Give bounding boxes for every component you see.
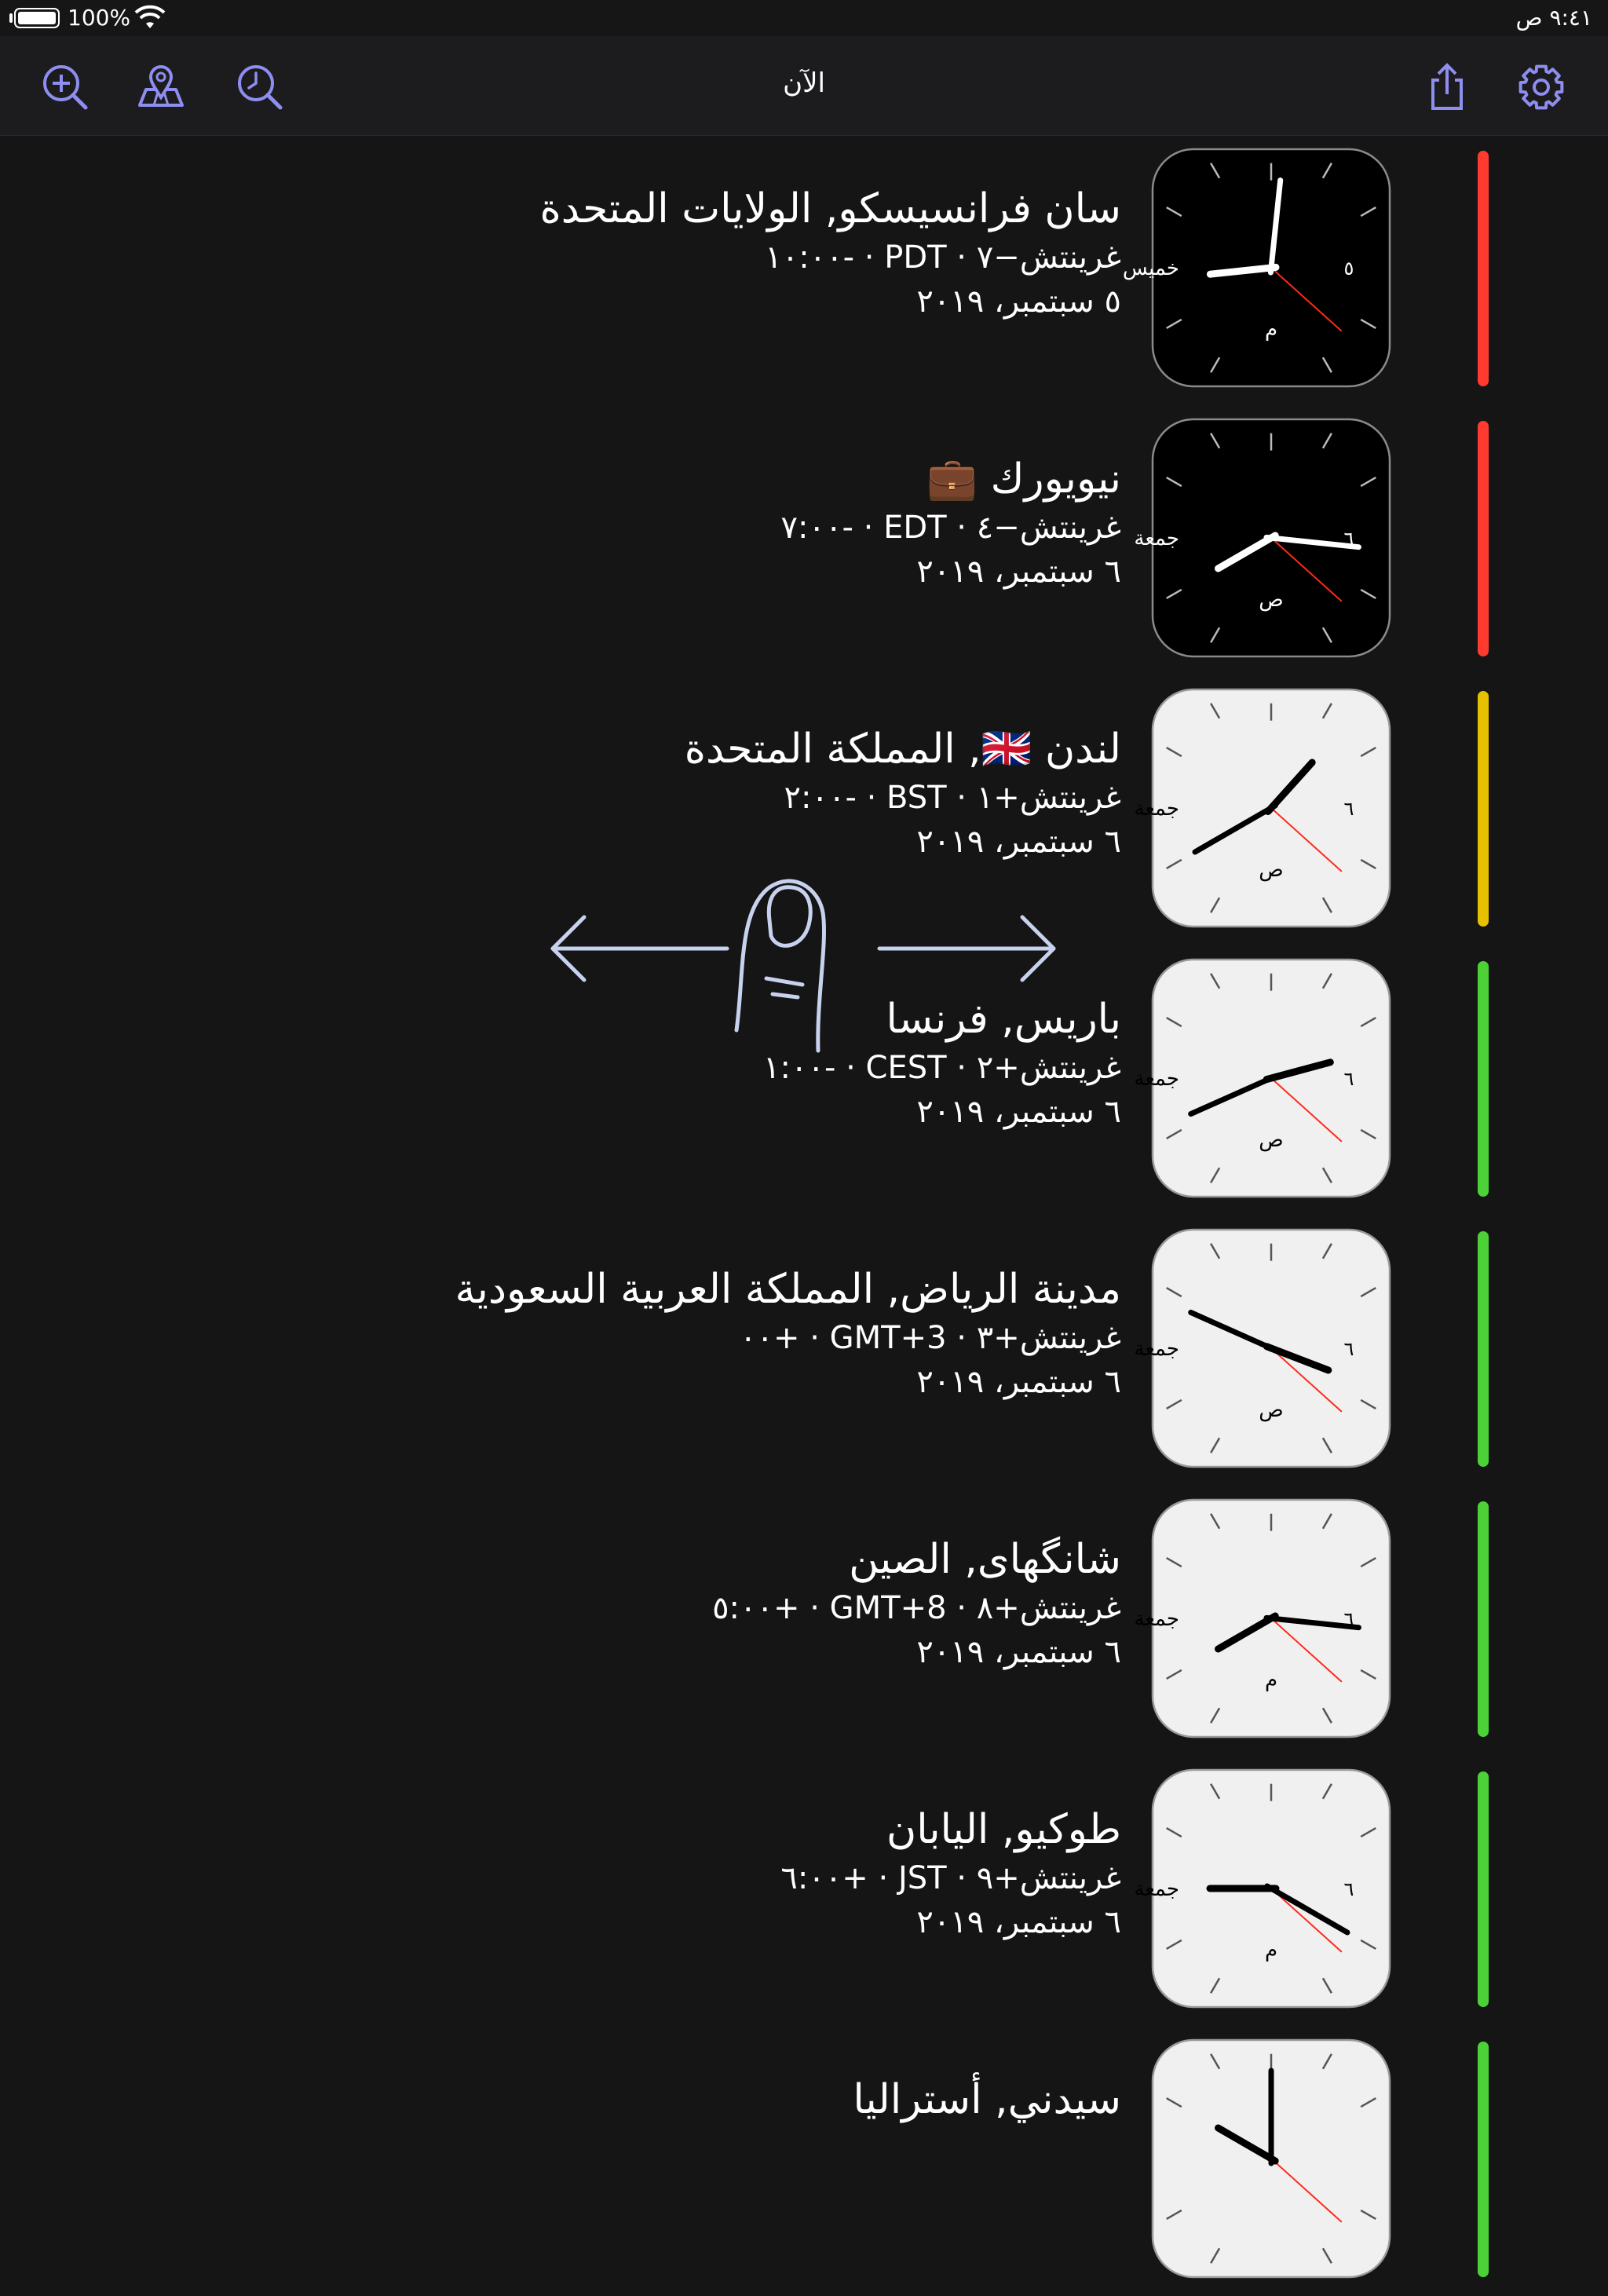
clock-day-number: ٦ (1343, 1878, 1354, 1900)
clock-ampm: م (1264, 1669, 1278, 1692)
city-name: باريس, فرنسا (886, 996, 1121, 1043)
city-name: نيويورك 💼 (926, 455, 1121, 503)
clock-ampm: ص (1259, 858, 1284, 882)
city-row[interactable] (0, 405, 1608, 675)
analog-clock (1134, 688, 1391, 928)
city-info (685, 722, 1121, 864)
timezone-info: غرينتش−٧ · PDT · -١٠:٠٠ (765, 239, 1121, 276)
analog-clock (1151, 2038, 1391, 2279)
city-name: شانگهای, الصين (849, 1536, 1121, 1583)
city-name: سان فرانسيسكو, الولايات المتحدة (539, 185, 1121, 232)
city-name: لندن 🇬🇧, المملكة المتحدة (684, 726, 1121, 773)
analog-clock (1134, 1768, 1391, 2009)
clock-day-number: ٦ (1343, 1608, 1354, 1630)
date-label: ٦ سبتمبر، ٢٠١٩ (916, 1634, 1121, 1670)
clock-ampm: ص (1259, 1398, 1284, 1422)
clock-day-name: جمعة (1134, 1607, 1179, 1631)
time-status-bar (1478, 1231, 1489, 1467)
timezone-info: غرينتش+٣ · GMT+3 · +٠٠ (740, 1320, 1121, 1356)
analog-clock (1122, 148, 1391, 388)
status-time: ٩:٤١ ص (1515, 5, 1592, 31)
date-label: ٦ سبتمبر، ٢٠١٩ (916, 824, 1121, 860)
battery-percent: 100% (68, 5, 131, 31)
timezone-info: غرينتش+٨ · GMT+8 · +٥:٠٠ (712, 1590, 1121, 1626)
time-status-bar (1478, 1771, 1489, 2007)
clock-ampm: ص (1259, 1128, 1284, 1152)
analog-clock (1134, 418, 1391, 658)
clock-day-name: خميس (1122, 257, 1179, 280)
city-info (780, 1803, 1121, 1944)
clock-day-name: جمعة (1134, 527, 1179, 550)
analog-clock (1134, 1498, 1391, 1738)
date-label: ٦ سبتمبر، ٢٠١٩ (916, 1094, 1121, 1130)
city-info (540, 182, 1121, 324)
settings-button[interactable] (1514, 60, 1569, 115)
wifi-icon (135, 6, 165, 30)
clock-day-name: جمعة (1134, 1877, 1179, 1901)
clock-day-number: ٥ (1343, 258, 1354, 280)
battery-icon (14, 8, 60, 28)
clock-day-number: ٦ (1343, 798, 1354, 820)
clock-day-name: جمعة (1134, 1337, 1179, 1361)
clock-day-number: ٦ (1343, 1338, 1354, 1360)
clock-day-number: ٦ (1343, 1068, 1354, 1090)
clock-day-name: جمعة (1134, 797, 1179, 821)
city-row[interactable] (0, 1756, 1608, 2026)
share-icon (1427, 63, 1467, 112)
time-status-bar (1478, 961, 1489, 1197)
page-title: الآن (783, 68, 825, 99)
nav-bar (0, 36, 1608, 136)
city-name: مدينة الرياض, المملكة العربية السعودية (455, 1266, 1121, 1313)
clock-day-number: ٦ (1343, 528, 1354, 550)
date-label: ٦ سبتمبر، ٢٠١٩ (916, 1904, 1121, 1940)
swipe-gesture-hint (542, 856, 1060, 1060)
city-name: سيدني, أستراليا (853, 2076, 1121, 2123)
analog-clock (1134, 958, 1391, 1198)
status-bar (0, 0, 1608, 36)
city-row[interactable] (0, 2026, 1608, 2296)
clock-ampm: ص (1259, 588, 1284, 612)
timezone-info: غرينتش+١ · BST · -٢:٠٠ (784, 780, 1121, 816)
city-info (712, 1533, 1121, 1674)
analog-clock (1134, 1228, 1391, 1468)
city-row[interactable] (0, 1216, 1608, 1486)
time-status-bar (1478, 1501, 1489, 1737)
date-label: ٦ سبتمبر، ٢٠١٩ (916, 1364, 1121, 1400)
city-info (853, 2073, 1121, 2126)
clock-ampm: م (1264, 1939, 1278, 1962)
timezone-info: غرينتش+٩ · JST · +٦:٠٠ (780, 1860, 1121, 1896)
city-info (781, 452, 1121, 594)
timezone-info: غرينتش−٤ · EDT · -٧:٠٠ (780, 510, 1121, 546)
city-info (455, 1263, 1121, 1404)
clock-ampm: م (1264, 318, 1278, 342)
time-status-bar (1478, 2042, 1489, 2277)
gear-icon (1517, 63, 1566, 112)
city-name: طوكيو, اليابان (886, 1806, 1121, 1853)
city-row[interactable] (0, 1486, 1608, 1756)
timezone-info: غرينتش+٢ · CEST · -١:٠٠ (763, 1050, 1121, 1086)
time-status-bar (1478, 151, 1489, 386)
time-status-bar (1478, 421, 1489, 656)
date-label: ٥ سبتمبر، ٢٠١٩ (916, 283, 1121, 320)
share-button[interactable] (1420, 60, 1475, 115)
clock-day-name: جمعة (1134, 1067, 1179, 1091)
battery-nub (9, 13, 13, 23)
date-label: ٦ سبتمبر، ٢٠١٩ (916, 554, 1121, 590)
city-row[interactable] (0, 135, 1608, 405)
time-status-bar (1478, 691, 1489, 927)
